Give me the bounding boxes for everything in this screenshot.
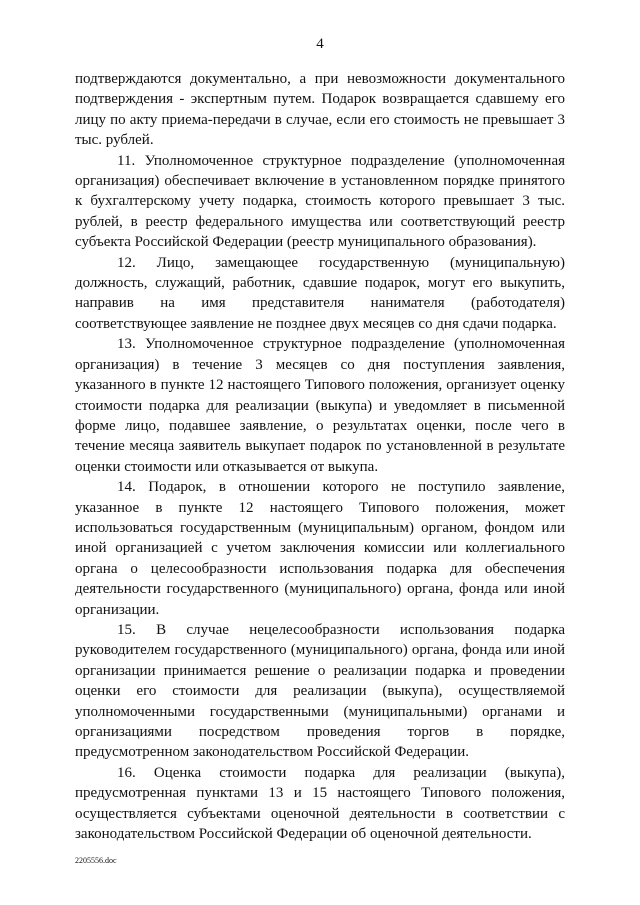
- paragraph-12: 12. Лицо, замещающее государственную (муниципальную) должность, служащий, работник, сдавшие подарок, могут его выкупить, направив на имя представителя нанимателя (работодателя) соответствующее заявление не позднее двух месяцев со дня сдачи подарка.: [75, 254, 565, 332]
- page-number: 4: [316, 36, 324, 52]
- paragraph-13: 13. Уполномоченное структурное подразделение (уполномоченная организация) в течение 3 месяцев со дня поступления заявления, указанного в пункте 12 настоящего Типового положения, организует оценку стоимости подарка для реализации (выкупа) и уведомляет в письменной форме лицо, подавшее заявление, о результатах оценки, после чего в течение месяца заявитель выкупает подарок по установленной в результате оценки стоимости или отказывается от выкупа.: [75, 336, 565, 475]
- paragraph-15: 15. В случае нецелесообразности использования подарка руководителем государственного (муниципального) органа, фонда или иной организации принимается решение о реализации подарка и проведении оценки его стоимости для реализации (выкупа), осуществляемой уполномоченными государственными (муниципальными) органами и организациями посредством проведения торгов в порядке, предусмотренном законодательством Российской Федерации.: [75, 621, 565, 761]
- paragraph-16: 16. Оценка стоимости подарка для реализации (выкупа), предусмотренная пунктами 13 и 15 настоящего Типового положения, осуществляется субъектами оценочной деятельности в соответствии с законодательством Российской Федерации об оценочной деятельности.: [75, 764, 565, 843]
- paragraph-11: 11. Уполномоченное структурное подразделение (уполномоченная организация) обеспечивает включение в установленном порядке принятого к бухгалтерскому учету подарка, стоимость которого превышает 3 тыс. рублей, в реестр федерального имущества или соответствующий реестр субъекта Российской Федерации (реестр муниципального образования).: [75, 152, 565, 251]
- document-body: [75, 69, 565, 844]
- paragraph-continuation: подтверждаются документально, а при невозможности документального подтверждения - экспертным путем. Подарок возвращается сдавшему его лицу по акту приема-передачи в случае, если его стоимость не превышает 3 тыс. рублей.: [75, 71, 565, 149]
- paragraph-14: 14. Подарок, в отношении которого не поступило заявление, указанное в пункте 12 настоящего Типового положения, может использоваться государственным (муниципальным) органом, фондом или иной организацией с учетом заключения комиссии или коллегиального органа о целесообразности использования подарка для обеспечения деятельности государственного (муниципального) органа, фонда или иной организации.: [75, 479, 565, 618]
- footer-file-name: 2205556.doc: [75, 856, 117, 865]
